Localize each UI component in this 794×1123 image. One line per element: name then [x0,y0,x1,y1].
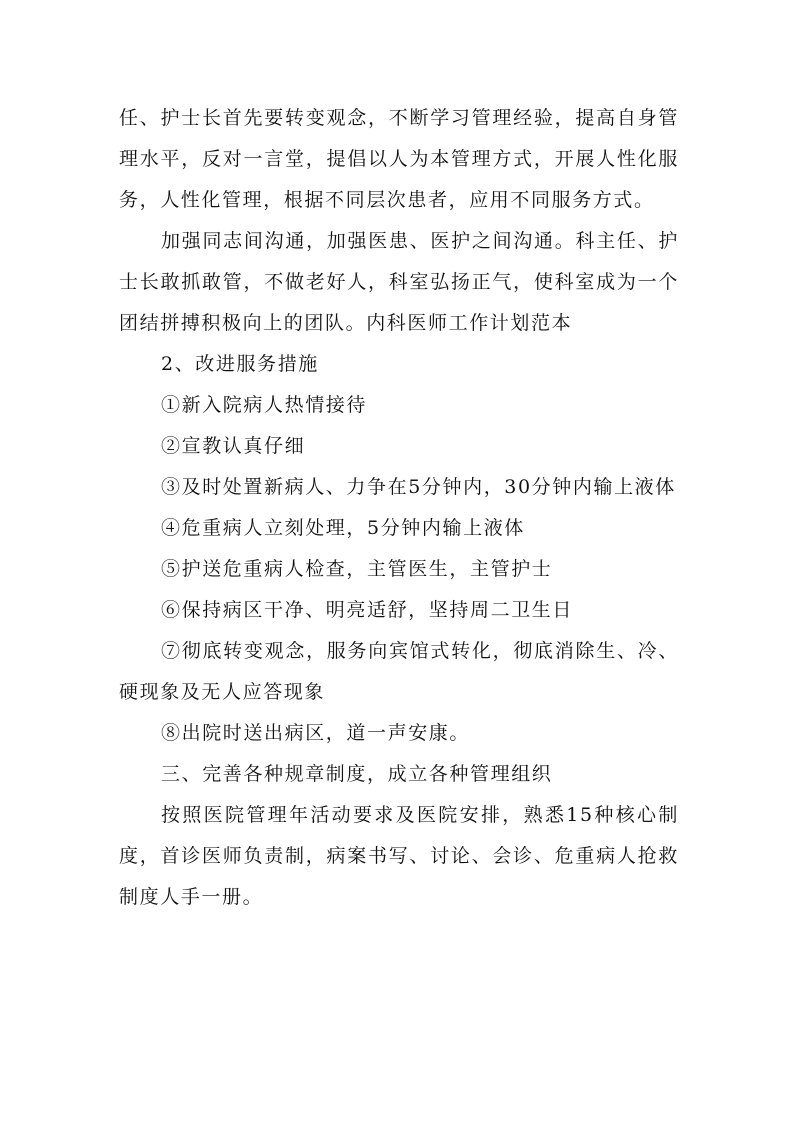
paragraph-final: 按照医院管理年活动要求及医院安排，熟悉15种核心制度，首诊医师负责制，病案书写、讨论、会诊、危重病人抢救制度人手一册。 [119,804,679,908]
section-heading-regulations: 三、完善各种规章制度，成立各种管理组织 [161,763,553,785]
list-item-1: ①新入院病人热情接待 [161,394,368,416]
list-item-3: ③及时处置新病人、力争在5分钟内，30分钟内输上液体 [161,476,676,498]
list-item-5: ⑤护送危重病人检查，主管医生，主管护士 [161,558,553,580]
list-item-8: ⑧出院时送出病区，道一声安康。 [161,722,471,744]
list-item-4: ④危重病人立刻处理，5分钟内输上液体 [161,517,525,539]
list-item-7: ⑦彻底转变观念，服务向宾馆式转化，彻底消除生、冷、硬现象及无人应答现象 [119,640,679,703]
list-item-6: ⑥保持病区干净、明亮适舒，坚持周二卫生日 [161,599,574,621]
section-heading-service-measures: 2、改进服务措施 [161,353,319,375]
document-body [119,98,679,918]
paragraph-1: 任、护士长首先要转变观念，不断学习管理经验，提高自身管理水平，反对一言堂，提倡以人为本管理方式，开展人性化服务，人性化管理，根据不同层次患者，应用不同服务方式。 [119,107,679,211]
list-item-2: ②宣教认真仔细 [161,435,306,457]
paragraph-2: 加强同志间沟通，加强医患、医护之间沟通。科主任、护士长敢抓敢管，不做老好人，科室弘扬正气，使科室成为一个团结拼搏积极向上的团队。内科医师工作计划范本 [119,230,679,334]
